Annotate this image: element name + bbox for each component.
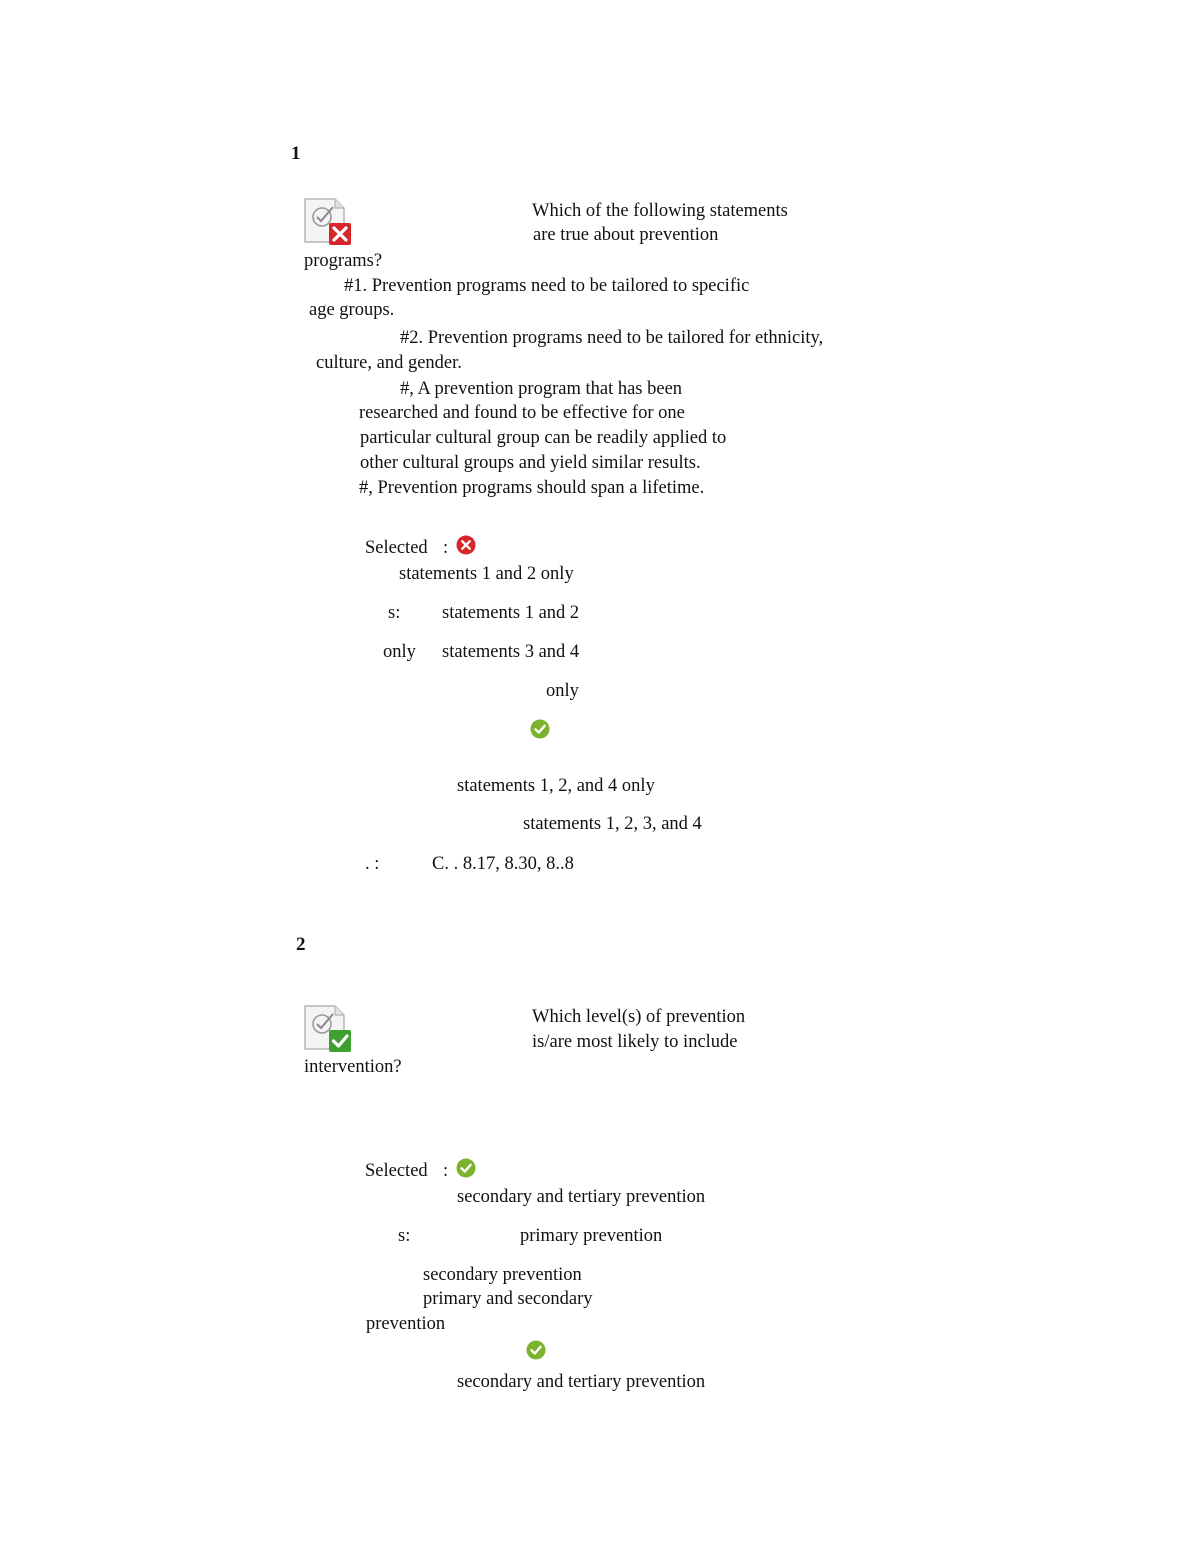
reference-text: C. . 8.17, 8.30, 8..8 [432,854,574,874]
answers-label-start: s: [388,603,401,623]
question-prompt-line3: intervention? [304,1057,402,1077]
answer-option-2: statements 3 and 4 [442,642,580,662]
question-prompt-line3: programs? [304,251,383,271]
question-prompt-line2: is/are most likely to include [532,1032,738,1052]
selected-colon: : [443,538,449,558]
answer-option-1: primary prevention [520,1226,663,1246]
selected-label: Selected [365,1161,428,1181]
statement-2-line1: #2. Prevention programs need to be tailored for ethnicity, [400,328,824,348]
question-number: 2 [296,934,306,955]
statement-4: #, Prevention programs should span a lifetime. [359,478,705,498]
answer-option-3-line2: prevention [366,1314,446,1334]
selected-answer: statements 1 and 2 only [399,564,574,584]
question-number: 1 [291,143,301,164]
statement-3-line2: researched and found to be effective for one [359,403,685,423]
question-prompt-line1: Which of the following statements [532,201,788,221]
reference-label: . : [365,854,380,874]
selected-colon: : [443,1161,449,1181]
statement-2-line2: culture, and gender. [316,353,462,373]
statement-3-line3: particular cultural group can be readily applied to [360,428,727,448]
statement-1-line2: age groups. [309,300,395,320]
answer-option-2: secondary prevention [423,1265,582,1285]
correct-answer-icon [526,1340,546,1360]
question-prompt-line1: Which level(s) of prevention [532,1007,746,1027]
answers-label-start: s: [398,1226,411,1246]
question-incorrect-icon [302,196,352,246]
selected-label: Selected [365,538,428,558]
wrong-answer-icon [456,535,476,555]
statement-3-line1: #, A prevention program that has been [400,379,683,399]
answer-option-4: secondary and tertiary prevention [457,1372,706,1392]
answer-option-2-continued: only [546,681,579,701]
correct-answer-icon [456,1158,476,1178]
selected-answer: secondary and tertiary prevention [457,1187,706,1207]
statement-3-line4: other cultural groups and yield similar results. [360,453,701,473]
answer-option-3-line1: primary and secondary [423,1289,593,1309]
answer-option-1: statements 1 and 2 [442,603,580,623]
answer-option-3: statements 1, 2, and 4 only [457,776,655,796]
correct-answer-icon [530,719,550,739]
question-correct-icon [302,1003,352,1053]
question-prompt-line2: are true about prevention [533,225,719,245]
statement-1-line1: #1. Prevention programs need to be tailored to specific [344,276,750,296]
answers-label-end: only [383,642,416,662]
answer-option-4: statements 1, 2, 3, and 4 [523,814,702,834]
